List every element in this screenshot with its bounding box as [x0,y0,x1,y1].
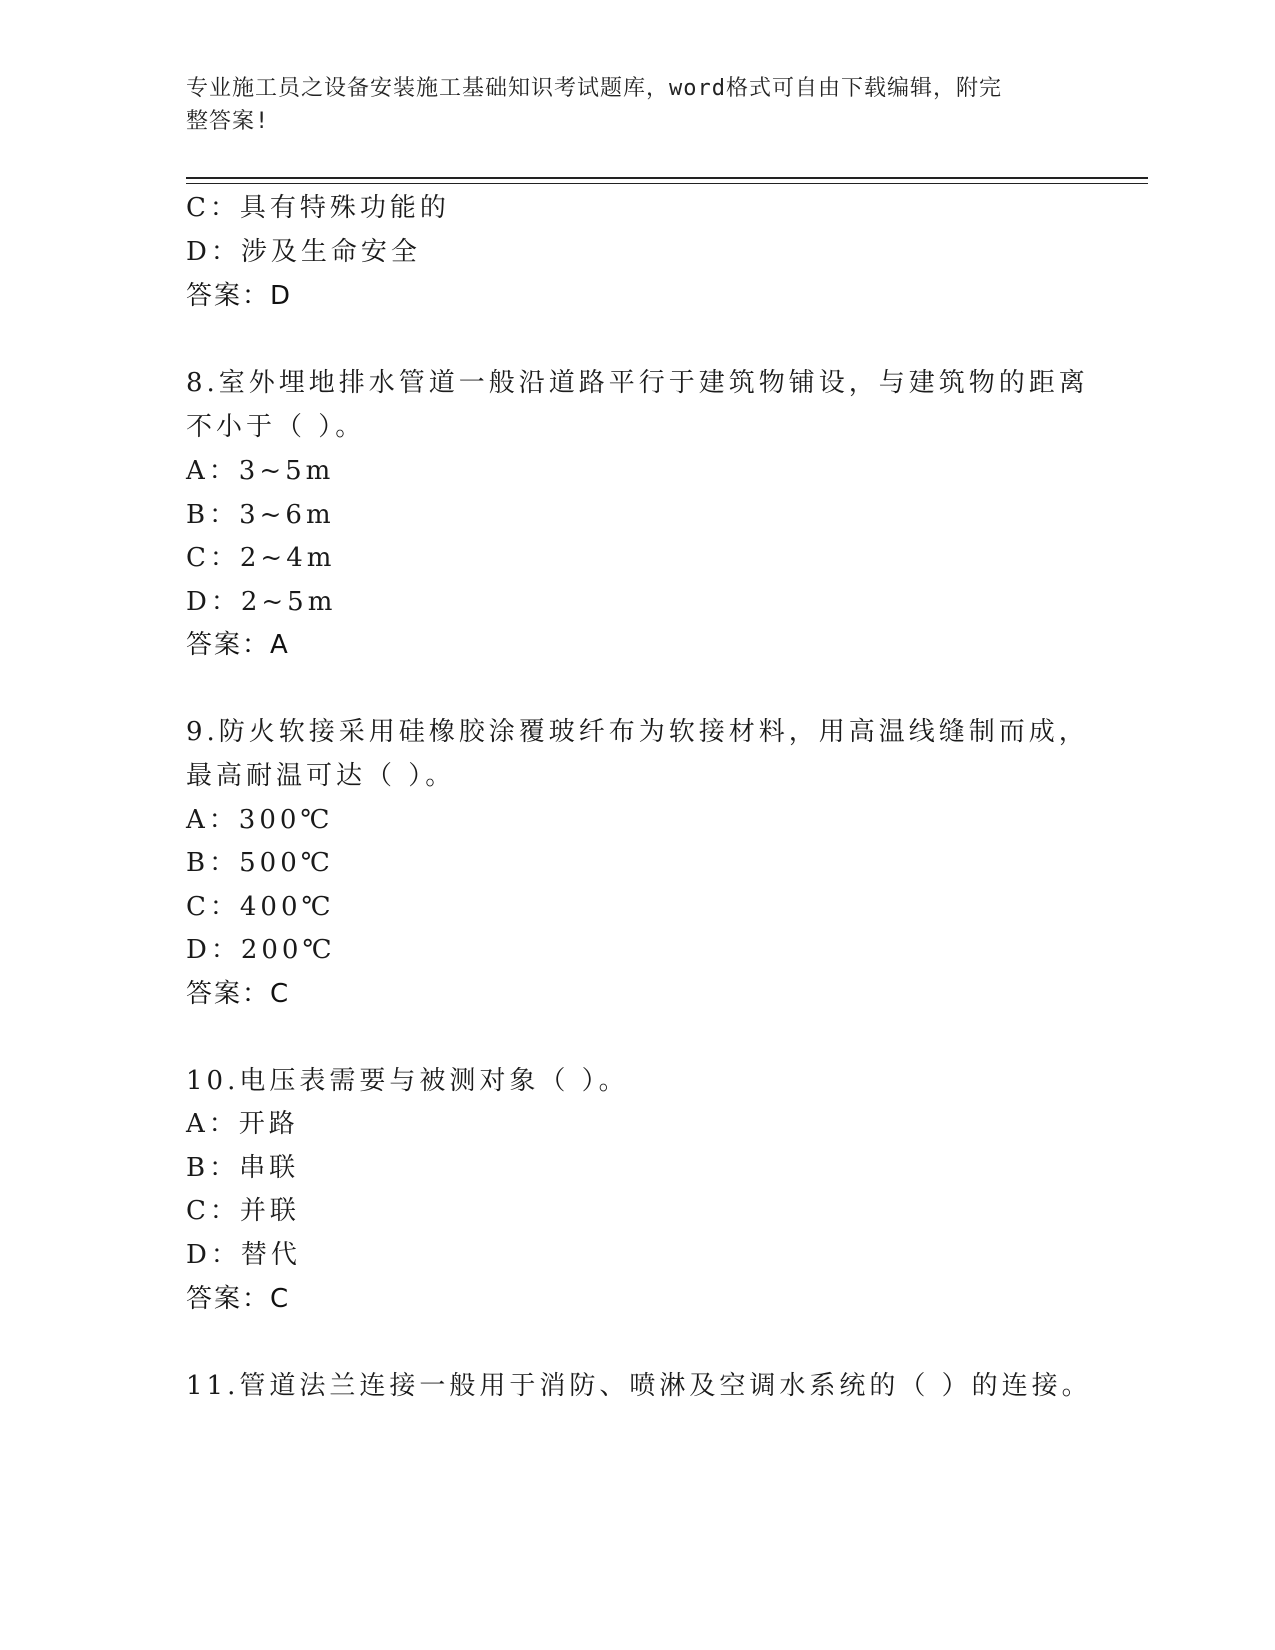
q8-option-a: A：3~5m [186,456,335,486]
q7-answer: 答案：D [186,281,293,311]
q10-stem-line-1: 10.电压表需要与被测对象（ ）。 [186,1066,629,1096]
q8-option-b: B：3~6m [186,500,335,530]
q9-answer: 答案：C [186,979,291,1009]
q10-answer: 答案：C [186,1284,291,1314]
q10-option-d: D：替代 [186,1240,301,1270]
header-divider-thick [186,177,1148,179]
q7-option-c: C：具有特殊功能的 [186,193,450,223]
q9-stem-line-2: 最高耐温可达（ ）。 [186,761,456,791]
q8-option-d: D：2~5m [186,587,337,617]
header-line-2: 整答案! [186,109,270,134]
q9-option-b: B：500℃ [186,848,334,878]
q8-stem-line-1: 8.室外埋地排水管道一般沿道路平行于建筑物铺设，与建筑物的距离 [186,368,1089,398]
q10-option-a: A：开路 [186,1109,299,1139]
q7-option-d: D：涉及生命安全 [186,237,421,267]
q8-stem-line-2: 不小于（ ）。 [186,412,366,442]
q9-option-c: C：400℃ [186,892,335,922]
header-line-1: 专业施工员之设备安装施工基础知识考试题库，word格式可自由下载编辑，附完 [186,76,1002,101]
q11-stem-line-1: 11.管道法兰连接一般用于消防、喷淋及空调水系统的（ ）的连接。 [186,1371,1092,1401]
q8-answer: 答案：A [186,630,290,660]
q8-option-c: C：2~4m [186,543,336,573]
q10-option-c: C：并联 [186,1196,300,1226]
header-divider-thin [186,183,1148,184]
q9-stem-line-1: 9.防火软接采用硅橡胶涂覆玻纤布为软接材料，用高温线缝制而成， [186,717,1089,747]
q9-option-d: D：200℃ [186,935,336,965]
q9-option-a: A：300℃ [186,805,334,835]
page-header [186,72,1066,138]
q10-option-b: B：串联 [186,1153,300,1183]
